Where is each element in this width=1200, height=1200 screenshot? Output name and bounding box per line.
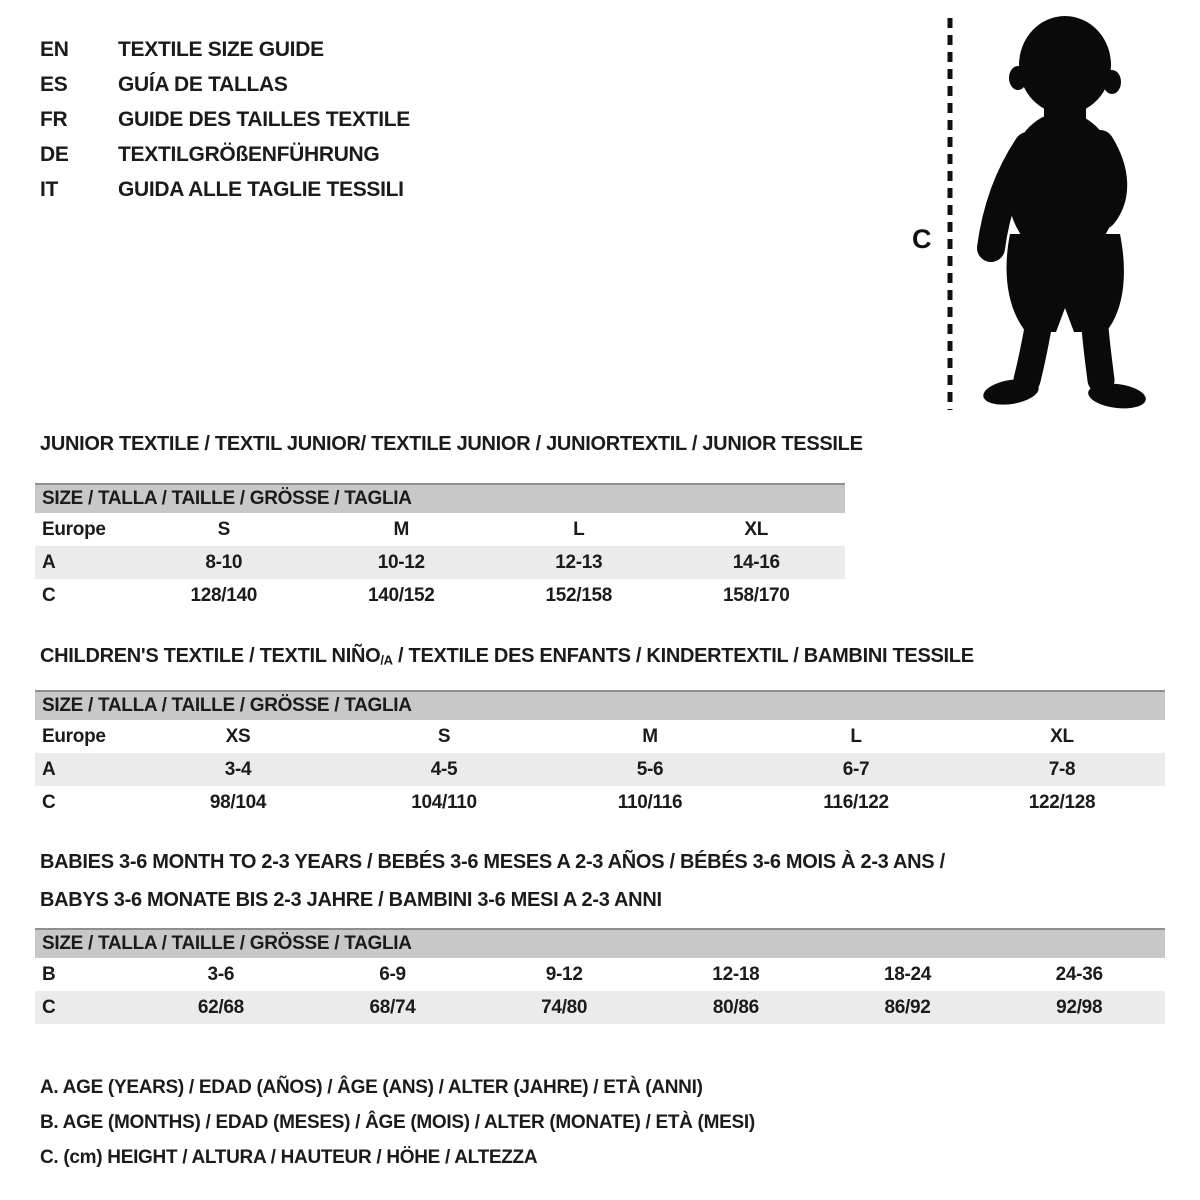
junior-size-table — [35, 483, 845, 612]
size-cell: L — [850, 726, 862, 747]
lang-code: DE — [40, 143, 69, 166]
toddler-silhouette-icon — [981, 16, 1147, 411]
row-label: A — [42, 552, 56, 573]
legend-line-b: B. AGE (MONTHS) / EDAD (MESES) / ÂGE (MOIS) / ALTER (MONATE) / ETÀ (MESI) — [40, 1112, 755, 1133]
lang-code: ES — [40, 73, 68, 96]
height-cell: 122/128 — [1028, 792, 1096, 813]
children-title-after: / TEXTILE DES ENFANTS / KINDERTEXTIL / BAMBINI TESSILE — [392, 645, 974, 667]
lang-code: EN — [40, 38, 69, 61]
table-row-age — [35, 753, 1165, 786]
babies-section-title — [40, 843, 945, 919]
table-row-height — [35, 579, 845, 612]
size-cell: S — [437, 726, 451, 747]
table-row-europe — [35, 513, 845, 546]
row-label: C — [42, 792, 56, 813]
table-row-europe — [35, 720, 1165, 753]
size-table-header-bar: SIZE / TALLA / TAILLE / GRÖSSE / TAGLIA — [35, 483, 845, 513]
row-label: B — [42, 964, 56, 985]
height-cell: 74/80 — [541, 997, 588, 1018]
age-cell: 6-7 — [842, 759, 870, 780]
height-cell: 128/140 — [190, 585, 258, 606]
babies-title-line1: BABIES 3-6 MONTH TO 2-3 YEARS / BEBÉS 3-6 MESES A 2-3 AÑOS / BÉBÉS 3-6 MOIS À 2-3 ANS / — [40, 851, 945, 873]
height-cell: 110/116 — [617, 792, 683, 813]
height-cell: 86/92 — [884, 997, 931, 1018]
height-measure-figure — [898, 8, 1162, 420]
lang-row-it — [40, 172, 410, 207]
age-cell: 7-8 — [1048, 759, 1076, 780]
age-cell: 10-12 — [377, 552, 425, 573]
lang-code: FR — [40, 108, 68, 131]
size-table-header-bar: SIZE / TALLA / TAILLE / GRÖSSE / TAGLIA — [35, 690, 1165, 720]
age-cell: 6-9 — [379, 964, 406, 985]
lang-title: GUIDE DES TAILLES TEXTILE — [118, 108, 410, 131]
height-cell: 158/170 — [722, 585, 790, 606]
age-cell: 12-13 — [555, 552, 603, 573]
size-cell: L — [573, 519, 585, 540]
height-cell: 104/110 — [411, 792, 477, 813]
age-cell: 4-5 — [430, 759, 458, 780]
age-cell: 24-36 — [1055, 964, 1103, 985]
age-cell: 14-16 — [732, 552, 780, 573]
measure-label-c: C — [912, 224, 932, 254]
age-cell: 8-10 — [205, 552, 243, 573]
row-label: C — [42, 585, 56, 606]
height-cell: 92/98 — [1056, 997, 1103, 1018]
junior-section-title: JUNIOR TEXTILE / TEXTIL JUNIOR/ TEXTILE JUNIOR / JUNIORTEXTIL / JUNIOR TESSILE — [40, 433, 863, 455]
children-section-title — [40, 645, 974, 668]
height-cell: 152/158 — [545, 585, 613, 606]
babies-title-line2: BABYS 3-6 MONATE BIS 2-3 JAHRE / BAMBINI 3-6 MESI A 2-3 ANNI — [40, 889, 662, 911]
row-label: C — [42, 997, 56, 1018]
language-title-list — [40, 32, 410, 207]
legend-line-a: A. AGE (YEARS) / EDAD (AÑOS) / ÂGE (ANS) / ALTER (JAHRE) / ETÀ (ANNI) — [40, 1077, 703, 1098]
size-cell: M — [393, 519, 410, 540]
lang-title: GUIDA ALLE TAGLIE TESSILI — [118, 178, 404, 201]
lang-title: TEXTILE SIZE GUIDE — [118, 38, 324, 61]
age-cell: 3-4 — [224, 759, 252, 780]
lang-row-fr — [40, 102, 410, 137]
row-label: Europe — [42, 726, 106, 747]
lang-code: IT — [40, 178, 59, 201]
table-row-height — [35, 786, 1165, 819]
size-cell: S — [217, 519, 230, 540]
height-cell: 140/152 — [367, 585, 435, 606]
height-cell: 98/104 — [209, 792, 267, 813]
height-cell: 62/68 — [197, 997, 244, 1018]
age-cell: 12-18 — [712, 964, 760, 985]
table-row-age — [35, 546, 845, 579]
babies-size-table — [35, 928, 1165, 1024]
lang-title: TEXTILGRÖßENFÜHRUNG — [118, 143, 380, 166]
height-cell: 80/86 — [712, 997, 759, 1018]
lang-row-de — [40, 137, 410, 172]
table-row-months — [35, 958, 1165, 991]
lang-row-en — [40, 32, 410, 67]
table-row-height — [35, 991, 1165, 1024]
size-cell: XL — [1050, 726, 1074, 747]
lang-row-es — [40, 67, 410, 102]
row-label: Europe — [42, 519, 106, 540]
lang-title: GUÍA DE TALLAS — [118, 73, 288, 96]
age-cell: 3-6 — [207, 964, 235, 985]
size-cell: XS — [225, 726, 251, 747]
measure-legend — [40, 1070, 755, 1175]
age-cell: 5-6 — [636, 759, 664, 780]
row-label: A — [42, 759, 56, 780]
children-size-table — [35, 690, 1165, 819]
height-cell: 116/122 — [823, 792, 889, 813]
size-cell: M — [642, 726, 658, 747]
age-cell: 9-12 — [545, 964, 583, 985]
legend-line-c: C. (cm) HEIGHT / ALTURA / HAUTEUR / HÖHE / ALTEZZA — [40, 1147, 538, 1168]
size-cell: XL — [744, 519, 769, 540]
height-cell: 68/74 — [369, 997, 416, 1018]
children-title-before: CHILDREN'S TEXTILE / TEXTIL NIÑO — [40, 645, 381, 667]
children-title-sub: /A — [380, 652, 393, 668]
age-cell: 18-24 — [883, 964, 932, 985]
size-table-header-bar: SIZE / TALLA / TAILLE / GRÖSSE / TAGLIA — [35, 928, 1165, 958]
